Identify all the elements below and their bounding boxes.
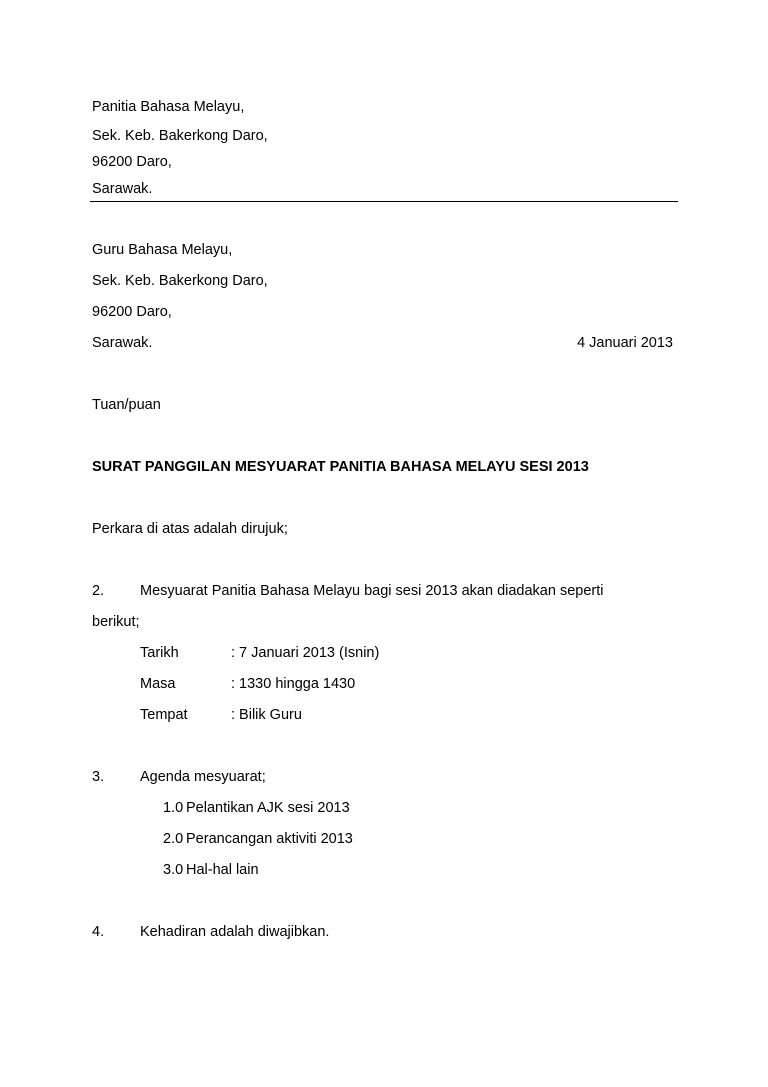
para2-text: Mesyuarat Panitia Bahasa Melayu bagi sesi 2013 akan diadakan seperti — [140, 583, 604, 599]
sender-line-3: 96200 Daro, — [92, 154, 172, 170]
agenda-item-2-number: 2.0 — [163, 831, 184, 847]
sender-line-4: Sarawak. — [92, 181, 153, 197]
recipient-line-4: Sarawak. — [92, 335, 153, 351]
detail-value-masa: : 1330 hingga 1430 — [231, 676, 356, 692]
recipient-line-1: Guru Bahasa Melayu, — [92, 242, 233, 258]
salutation: Tuan/puan — [92, 397, 161, 413]
sender-line-2: Sek. Keb. Bakerkong Daro, — [92, 128, 268, 144]
para3-text: Agenda mesyuarat; — [140, 769, 266, 785]
agenda-item-2-text: Perancangan aktiviti 2013 — [186, 831, 353, 847]
letter-date: 4 Januari 2013 — [577, 335, 673, 351]
detail-label-tempat: Tempat — [140, 707, 188, 723]
reference-line: Perkara di atas adalah dirujuk; — [92, 521, 288, 537]
agenda-item-1-number: 1.0 — [163, 800, 184, 816]
para2-continuation: berikut; — [92, 614, 140, 630]
para2-number: 2. — [92, 583, 105, 599]
sender-line-1: Panitia Bahasa Melayu, — [92, 99, 245, 115]
header-divider — [90, 201, 678, 202]
detail-label-masa: Masa — [140, 676, 176, 692]
detail-label-tarikh: Tarikh — [140, 645, 179, 661]
agenda-item-3-number: 3.0 — [163, 862, 184, 878]
agenda-item-1-text: Pelantikan AJK sesi 2013 — [186, 800, 350, 816]
recipient-line-2: Sek. Keb. Bakerkong Daro, — [92, 273, 268, 289]
detail-value-tempat: : Bilik Guru — [231, 707, 302, 723]
letter-subject: SURAT PANGGILAN MESYUARAT PANITIA BAHASA MELAYU SESI 2013 — [92, 459, 589, 475]
detail-value-tarikh: : 7 Januari 2013 (Isnin) — [231, 645, 380, 661]
para3-number: 3. — [92, 769, 105, 785]
recipient-line-3: 96200 Daro, — [92, 304, 172, 320]
para4-text: Kehadiran adalah diwajibkan. — [140, 924, 330, 940]
agenda-item-3-text: Hal-hal lain — [186, 862, 259, 878]
para4-number: 4. — [92, 924, 105, 940]
